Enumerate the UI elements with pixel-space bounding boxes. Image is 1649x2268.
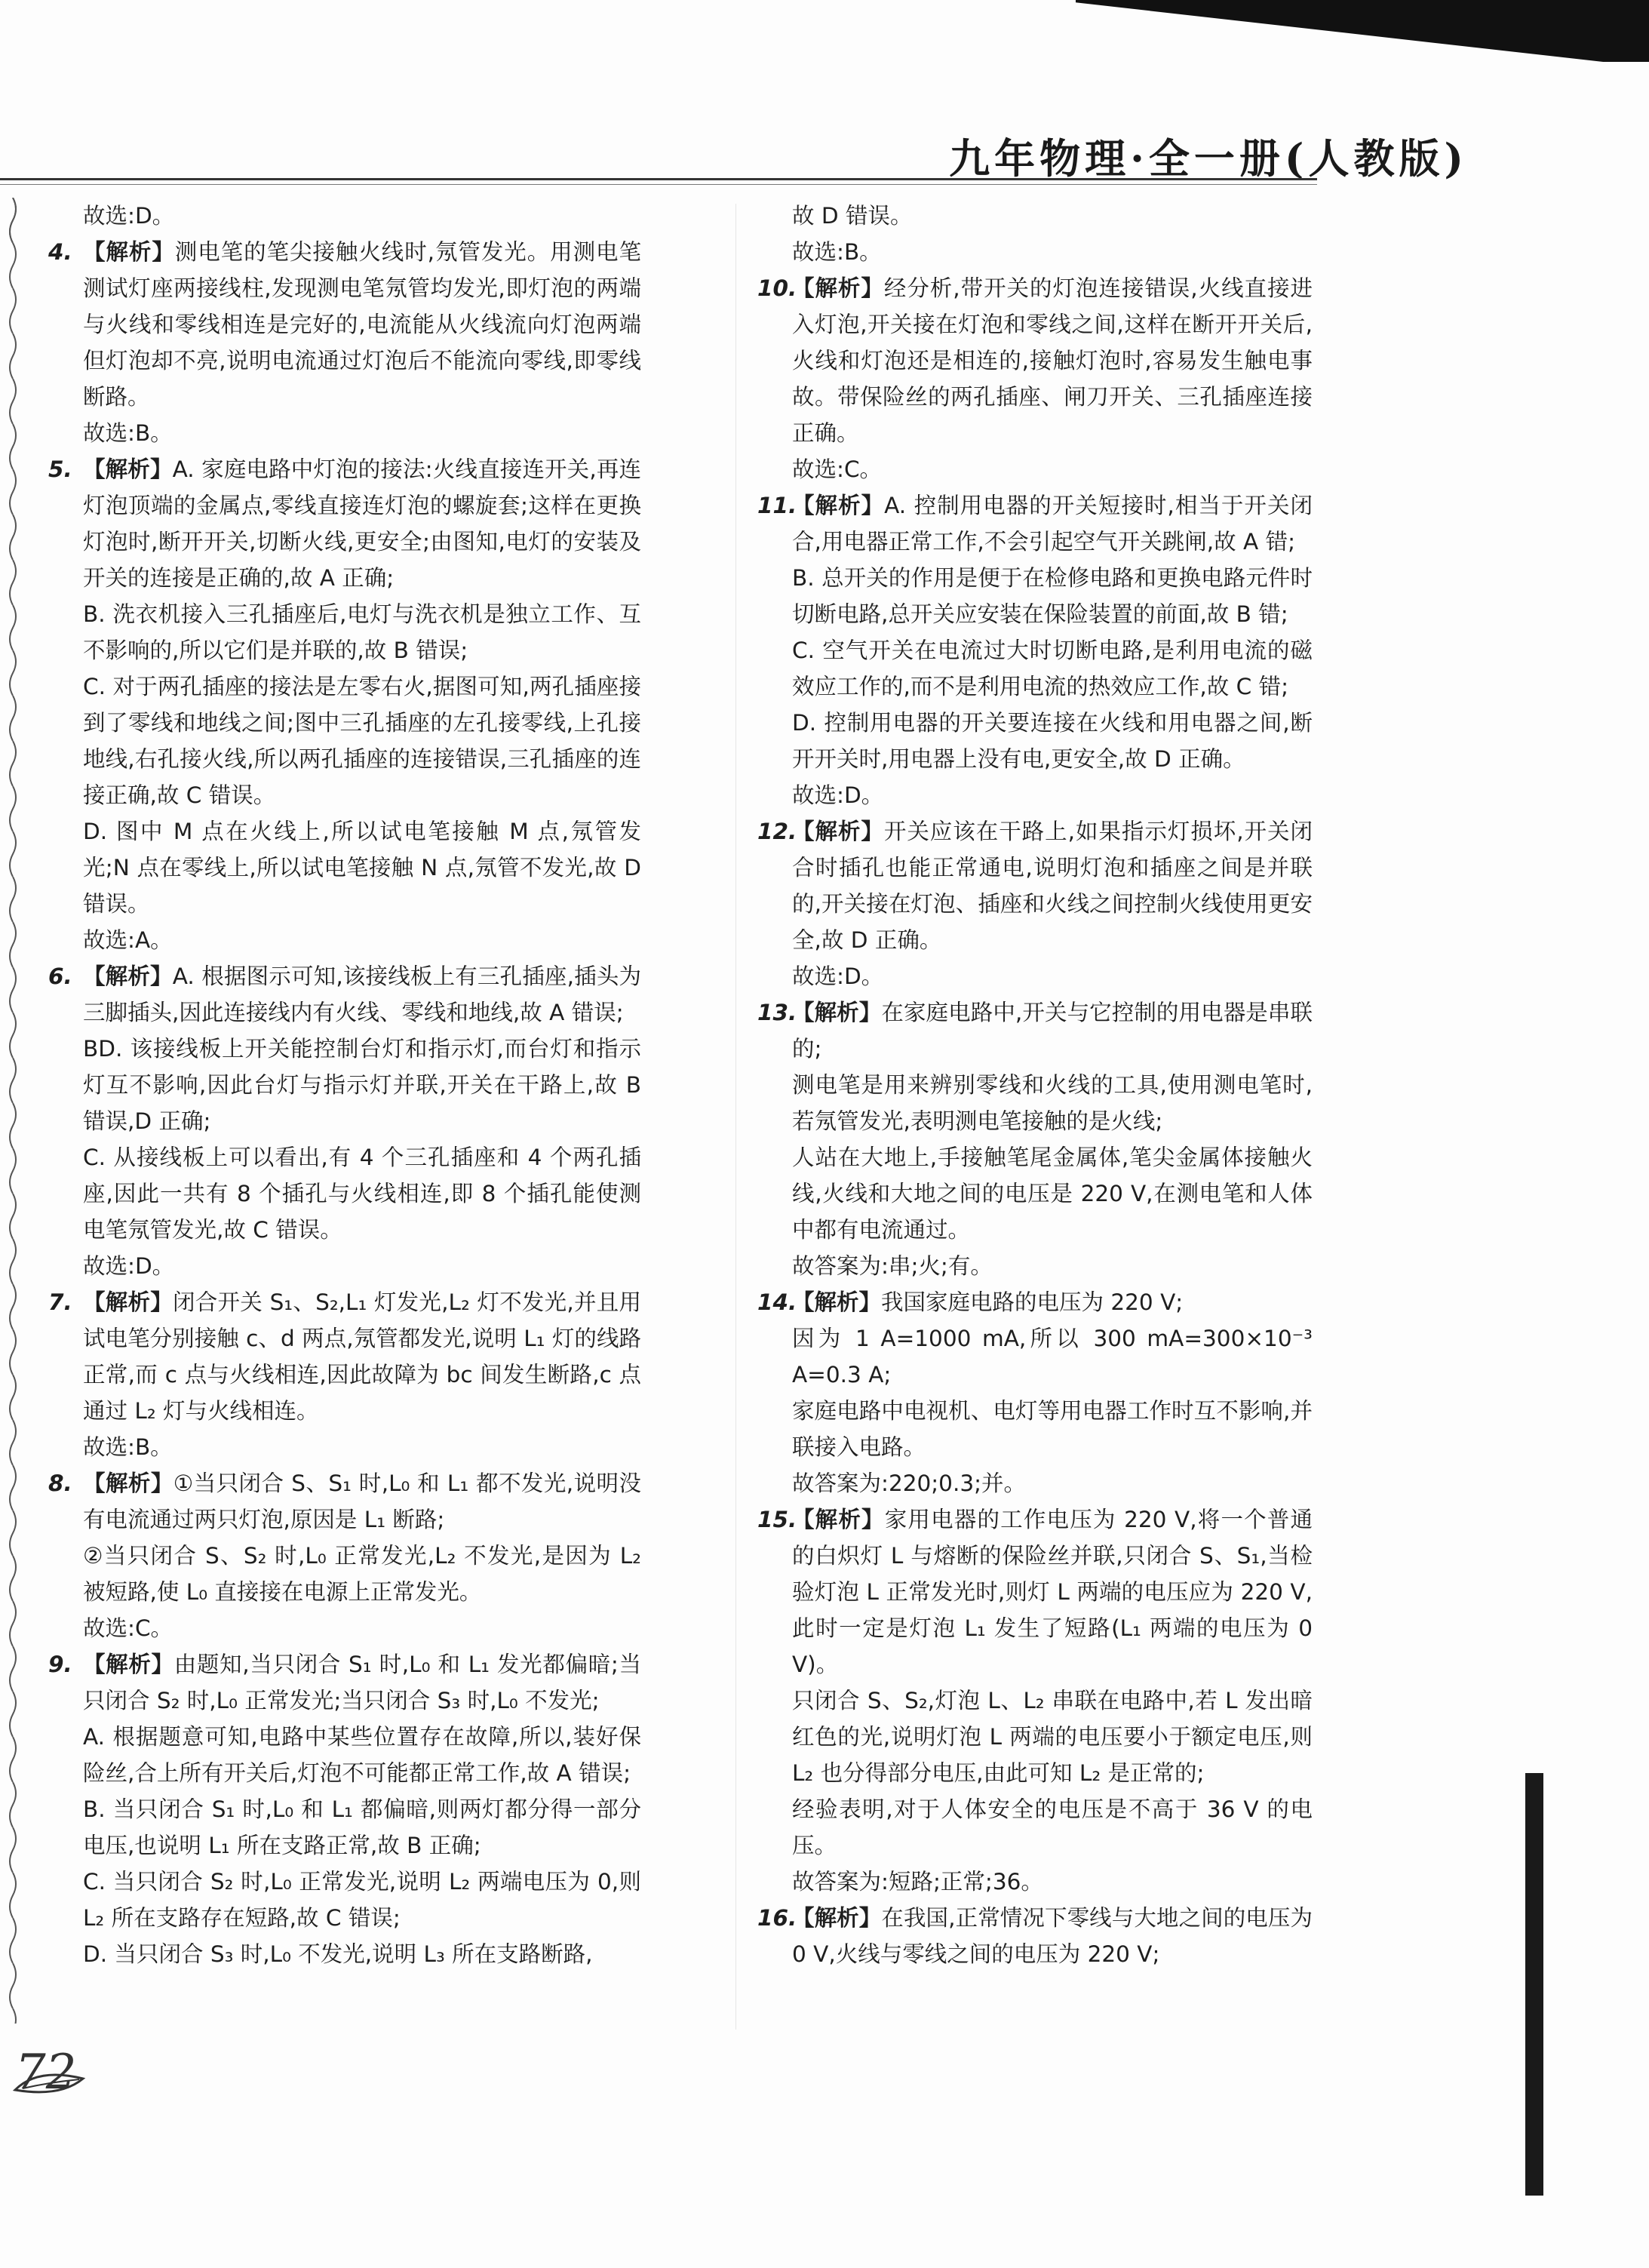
paragraph-text: 测电笔的笔尖接触火线时,氖管发光。用测电笔测试灯座两接线柱,发现测电笔氖管均发光,即灯泡的两端与火线和零线相连是完好的,电流能从火线流向灯泡两端但灯泡却不亮,说明电流通过灯泡后不能流向零线,即零线断路。 bbox=[83, 239, 641, 410]
solution-paragraph bbox=[83, 813, 641, 922]
paragraph-text: 测电笔是用来辨别零线和火线的工具,使用测电笔时,若氖管发光,表明测电笔接触的是火线; bbox=[792, 1072, 1313, 1134]
question-number: 6. bbox=[48, 963, 72, 989]
solution-paragraph bbox=[792, 1900, 1313, 1972]
question-number: 9. bbox=[48, 1652, 72, 1677]
solution-item bbox=[48, 451, 641, 958]
page-number: 72 bbox=[15, 2045, 77, 2101]
solution-item bbox=[48, 958, 641, 1284]
question-number: 8. bbox=[48, 1471, 72, 1496]
analysis-tag: 【解析】 bbox=[792, 275, 884, 301]
solution-paragraph bbox=[792, 813, 1313, 958]
paragraph-text: 故 D 错误。 bbox=[792, 203, 913, 229]
solution-paragraph bbox=[792, 1139, 1313, 1248]
question-number: 12. bbox=[757, 819, 797, 844]
solution-paragraph bbox=[792, 1864, 1313, 1900]
solution-paragraph bbox=[792, 198, 1313, 234]
paragraph-text: 闭合开关 S₁、S₂,L₁ 灯发光,L₂ 灯不发光,并且用试电笔分别接触 c、d 两点,氖管都发光,说明 L₁ 灯的线路正常,而 c 点与火线相连,因此故障为 bc 间发生断路,c 点通过 L₂ 灯与火线相连。 bbox=[83, 1289, 641, 1424]
right-column bbox=[757, 198, 1313, 1972]
analysis-tag: 【解析】 bbox=[792, 1000, 882, 1025]
solution-paragraph bbox=[83, 1610, 641, 1646]
solution-paragraph bbox=[792, 560, 1313, 632]
question-number: 7. bbox=[48, 1289, 72, 1315]
paragraph-text: 开关应该在干路上,如果指示灯损坏,开关闭合时插孔也能正常通电,说明灯泡和插座之间是并联的,开关接在灯泡、插座和火线之间控制火线使用更安全,故 D 正确。 bbox=[792, 819, 1313, 953]
solution-item bbox=[53, 198, 641, 234]
solution-paragraph bbox=[792, 1248, 1313, 1284]
solution-item bbox=[757, 1900, 1313, 1972]
paragraph-text: D. 图中 M 点在火线上,所以试电笔接触 M 点,氖管发光;N 点在零线上,所以试电笔接触 N 点,氖管不发光,故 D 错误。 bbox=[83, 819, 641, 917]
solution-item bbox=[757, 1501, 1313, 1900]
paragraph-text: 故答案为:220;0.3;并。 bbox=[792, 1471, 1027, 1496]
solution-paragraph bbox=[792, 1393, 1313, 1465]
paragraph-text: B. 洗衣机接入三孔插座后,电灯与洗衣机是独立工作、互不影响的,所以它们是并联的,故 B 错误; bbox=[83, 601, 641, 663]
analysis-tag: 【解析】 bbox=[792, 819, 884, 844]
header-rule-thin bbox=[0, 184, 1317, 185]
solution-item bbox=[48, 1284, 641, 1465]
paragraph-text: 故选:A。 bbox=[83, 927, 173, 953]
solution-paragraph bbox=[792, 487, 1313, 560]
paragraph-text: A. 根据题意可知,电路中某些位置存在故障,所以,装好保险丝,合上所有开关后,灯泡不可能都正常工作,故 A 错误; bbox=[83, 1724, 641, 1786]
analysis-tag: 【解析】 bbox=[83, 456, 173, 482]
solution-item bbox=[757, 1284, 1313, 1501]
solution-paragraph bbox=[792, 1791, 1313, 1864]
solution-paragraph bbox=[83, 1719, 641, 1791]
question-number: 15. bbox=[757, 1507, 797, 1532]
solution-paragraph bbox=[83, 234, 641, 415]
left-column bbox=[48, 198, 641, 1972]
solution-paragraph bbox=[792, 777, 1313, 813]
solution-paragraph bbox=[792, 994, 1313, 1067]
paragraph-text: C. 从接线板上可以看出,有 4 个三孔插座和 4 个两孔插座,因此一共有 8 个插孔与火线相连,即 8 个插孔能使测电笔氖管发光,故 C 错误。 bbox=[83, 1145, 641, 1243]
solution-paragraph bbox=[792, 1284, 1313, 1320]
paragraph-text: 故选:D。 bbox=[792, 963, 884, 989]
solution-paragraph bbox=[83, 1646, 641, 1719]
paragraph-text: A. 家庭电路中灯泡的接法:火线直接连开关,再连灯泡顶端的金属点,零线直接连灯泡的螺旋套;这样在更换灯泡时,断开开关,切断火线,更安全;由图知,电灯的安装及开关的连接是正确的,故 A 正确; bbox=[83, 456, 641, 591]
paragraph-text: 故选:C。 bbox=[792, 456, 883, 482]
solution-item bbox=[48, 1646, 641, 1972]
solution-paragraph bbox=[83, 1864, 641, 1936]
solution-paragraph bbox=[792, 632, 1313, 705]
paragraph-text: 故选:D。 bbox=[83, 203, 175, 229]
corner-scan-shadow bbox=[1076, 0, 1649, 62]
solution-paragraph bbox=[83, 922, 641, 958]
paragraph-text: C. 当只闭合 S₂ 时,L₀ 正常发光,说明 L₂ 两端电压为 0,则 L₂ 所在支路存在短路,故 C 错误; bbox=[83, 1869, 641, 1931]
solution-item bbox=[762, 198, 1313, 270]
paragraph-text: 故选:C。 bbox=[83, 1615, 173, 1641]
wavy-border-decoration bbox=[6, 198, 20, 2024]
solution-paragraph bbox=[83, 958, 641, 1031]
analysis-tag: 【解析】 bbox=[83, 239, 175, 265]
solution-paragraph bbox=[83, 1429, 641, 1465]
solution-paragraph bbox=[83, 1538, 641, 1610]
paragraph-text: ①当只闭合 S、S₁ 时,L₀ 和 L₁ 都不发光,说明没有电流通过两只灯泡,原因是 L₁ 断路; bbox=[83, 1471, 641, 1532]
paragraph-text: B. 总开关的作用是便于在检修电路和更换电路元件时切断电路,总开关应安装在保险装置的前面,故 B 错; bbox=[792, 565, 1313, 627]
solution-paragraph bbox=[83, 1284, 641, 1429]
solution-paragraph bbox=[83, 451, 641, 596]
solution-paragraph bbox=[792, 234, 1313, 270]
solution-paragraph bbox=[83, 596, 641, 668]
question-number: 16. bbox=[757, 1905, 797, 1931]
paragraph-text: BD. 该接线板上开关能控制台灯和指示灯,而台灯和指示灯互不影响,因此台灯与指示灯并联,开关在干路上,故 B 错误,D 正确; bbox=[83, 1036, 641, 1134]
paragraph-text: 故答案为:串;火;有。 bbox=[792, 1253, 993, 1279]
solution-item bbox=[48, 234, 641, 451]
solution-item bbox=[757, 487, 1313, 813]
paragraph-text: 人站在大地上,手接触笔尾金属体,笔尖金属体接触火线,火线和大地之间的电压是 220 V,在测电笔和人体中都有电流通过。 bbox=[792, 1145, 1313, 1243]
solution-item bbox=[48, 1465, 641, 1646]
question-number: 10. bbox=[757, 275, 797, 301]
solution-paragraph bbox=[792, 270, 1313, 451]
solution-paragraph bbox=[83, 1465, 641, 1538]
analysis-tag: 【解析】 bbox=[83, 963, 173, 989]
paragraph-text: A. 控制用电器的开关短接时,相当于开关闭合,用电器正常工作,不会引起空气开关跳闸,故 A 错; bbox=[792, 493, 1313, 555]
paragraph-text: 因为 1 A=1000 mA,所以 300 mA=300×10⁻³ A=0.3 A; bbox=[792, 1326, 1313, 1388]
solution-item bbox=[757, 813, 1313, 994]
solution-paragraph bbox=[792, 1465, 1313, 1501]
analysis-tag: 【解析】 bbox=[792, 493, 885, 518]
paragraph-text: 故答案为:短路;正常;36。 bbox=[792, 1869, 1043, 1895]
paragraph-text: ②当只闭合 S、S₂ 时,L₀ 正常发光,L₂ 不发光,是因为 L₂ 被短路,使 L₀ 直接接在电源上正常发光。 bbox=[83, 1543, 641, 1605]
question-number: 11. bbox=[757, 493, 797, 518]
paragraph-text: 故选:B。 bbox=[792, 239, 882, 265]
solution-item bbox=[757, 994, 1313, 1284]
analysis-tag: 【解析】 bbox=[83, 1471, 173, 1496]
solution-paragraph bbox=[792, 1320, 1313, 1393]
paragraph-text: 故选:D。 bbox=[792, 782, 884, 808]
solution-item bbox=[757, 270, 1313, 487]
solution-paragraph bbox=[83, 1791, 641, 1864]
solution-paragraph bbox=[792, 1067, 1313, 1139]
paragraph-text: B. 当只闭合 S₁ 时,L₀ 和 L₁ 都偏暗,则两灯都分得一部分电压,也说明 L₁ 所在支路正常,故 B 正确; bbox=[83, 1796, 641, 1858]
analysis-tag: 【解析】 bbox=[792, 1905, 882, 1931]
question-number: 13. bbox=[757, 1000, 797, 1025]
column-divider bbox=[735, 204, 736, 2030]
paragraph-text: 在我国,正常情况下零线与大地之间的电压为 0 V,火线与零线之间的电压为 220 V; bbox=[792, 1905, 1313, 1967]
paragraph-text: 家用电器的工作电压为 220 V,将一个普通的白炽灯 L 与熔断的保险丝并联,只闭合 S、S₁,当检验灯泡 L 正常发光时,则灯 L 两端的电压应为 220 V,此时一定是灯泡 L₁ 发生了短路(L₁ 两端的电压为 0 V)。 bbox=[792, 1507, 1313, 1677]
analysis-tag: 【解析】 bbox=[83, 1652, 174, 1677]
paragraph-text: 经验表明,对于人体安全的电压是不高于 36 V 的电压。 bbox=[792, 1796, 1313, 1858]
page-header-title: 九年物理·全一册(人教版) bbox=[949, 134, 1468, 183]
paragraph-text: 我国家庭电路的电压为 220 V; bbox=[881, 1289, 1184, 1315]
solution-paragraph bbox=[83, 1248, 641, 1284]
paragraph-text: C. 空气开关在电流过大时切断电路,是利用电流的磁效应工作的,而不是利用电流的热效应工作,故 C 错; bbox=[792, 638, 1313, 699]
question-number: 5. bbox=[48, 456, 72, 482]
solution-paragraph bbox=[792, 1501, 1313, 1683]
analysis-tag: 【解析】 bbox=[83, 1289, 173, 1315]
paragraph-text: C. 对于两孔插座的接法是左零右火,据图可知,两孔插座接到了零线和地线之间;图中三孔插座的左孔接零线,上孔接地线,右孔接火线,所以两孔插座的连接错误,三孔插座的连接正确,故 C 错误。 bbox=[83, 674, 641, 808]
paragraph-text: 故选:B。 bbox=[83, 420, 173, 446]
solution-paragraph bbox=[83, 668, 641, 813]
question-number: 4. bbox=[48, 239, 72, 265]
paragraph-text: 家庭电路中电视机、电灯等用电器工作时互不影响,并联接入电路。 bbox=[792, 1398, 1313, 1460]
question-number: 14. bbox=[757, 1289, 797, 1315]
paragraph-text: A. 根据图示可知,该接线板上有三孔插座,插头为三脚插头,因此连接线内有火线、零线和地线,故 A 错误; bbox=[83, 963, 641, 1025]
solution-paragraph bbox=[792, 705, 1313, 777]
paragraph-text: 只闭合 S、S₂,灯泡 L、L₂ 串联在电路中,若 L 发出暗红色的光,说明灯泡 L 两端的电压要小于额定电压,则 L₂ 也分得部分电压,由此可知 L₂ 是正常的; bbox=[792, 1688, 1313, 1786]
solution-paragraph bbox=[83, 1031, 641, 1139]
solution-paragraph bbox=[83, 1936, 641, 1972]
paragraph-text: 经分析,带开关的灯泡连接错误,火线直接进入灯泡,开关接在灯泡和零线之间,这样在断开开关后,火线和灯泡还是相连的,接触灯泡时,容易发生触电事故。带保险丝的两孔插座、闸刀开关、三孔插座连接正确。 bbox=[792, 275, 1313, 446]
header-rule bbox=[0, 178, 1317, 180]
paragraph-text: D. 控制用电器的开关要连接在火线和用电器之间,断开开关时,用电器上没有电,更安全,故 D 正确。 bbox=[792, 710, 1313, 772]
solution-paragraph bbox=[83, 1139, 641, 1248]
solution-paragraph bbox=[83, 198, 641, 234]
paragraph-text: 故选:B。 bbox=[83, 1434, 173, 1460]
paragraph-text: 在家庭电路中,开关与它控制的用电器是串联的; bbox=[792, 1000, 1313, 1062]
paragraph-text: 故选:D。 bbox=[83, 1253, 175, 1279]
solution-paragraph bbox=[792, 958, 1313, 994]
paragraph-text: D. 当只闭合 S₃ 时,L₀ 不发光,说明 L₃ 所在支路断路, bbox=[83, 1941, 593, 1967]
analysis-tag: 【解析】 bbox=[792, 1507, 885, 1532]
paragraph-text: 由题知,当只闭合 S₁ 时,L₀ 和 L₁ 发光都偏暗;当只闭合 S₂ 时,L₀ 正常发光;当只闭合 S₃ 时,L₀ 不发光; bbox=[83, 1652, 641, 1713]
analysis-tag: 【解析】 bbox=[792, 1289, 882, 1315]
scan-edge-shadow bbox=[1525, 1773, 1543, 2196]
solution-paragraph bbox=[792, 451, 1313, 487]
solution-paragraph bbox=[792, 1683, 1313, 1791]
solution-paragraph bbox=[83, 415, 641, 451]
